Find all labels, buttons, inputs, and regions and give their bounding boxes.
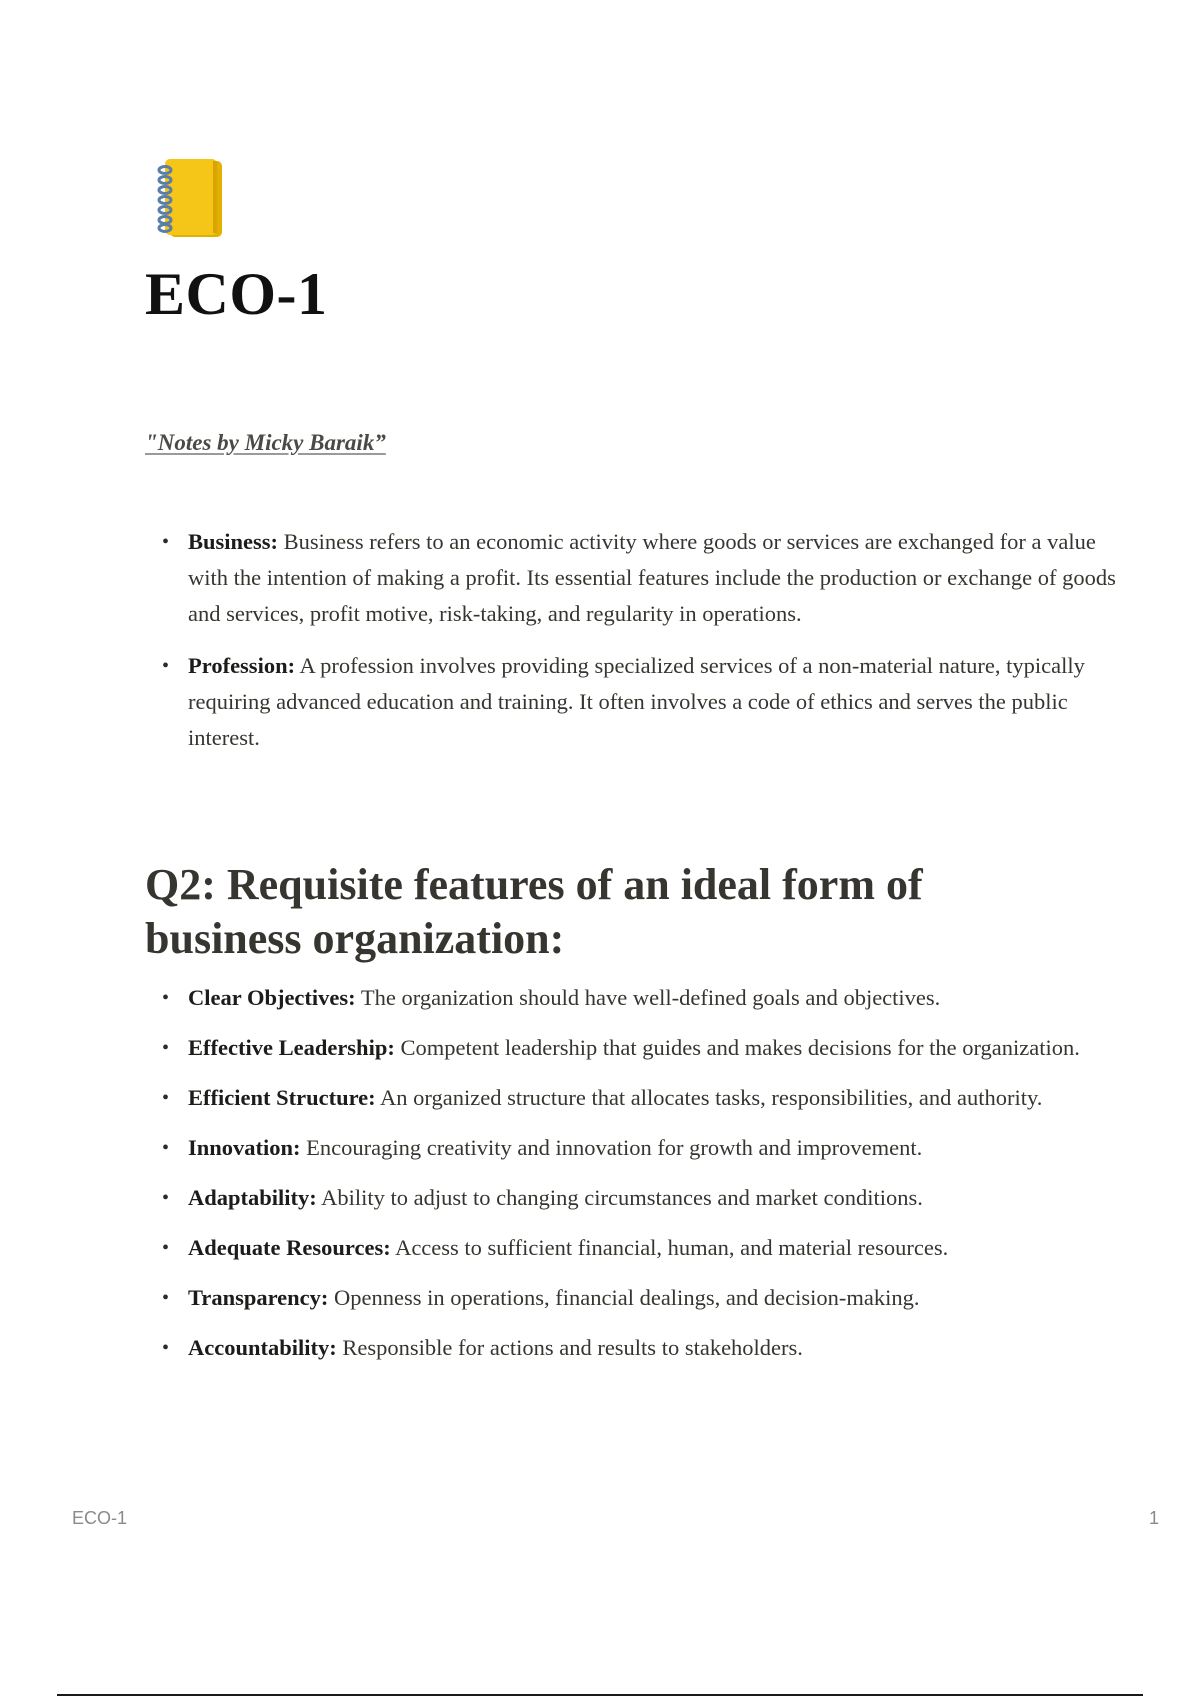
bullet-icon: • xyxy=(162,1237,170,1259)
feature-label: Clear Objectives: xyxy=(188,985,356,1010)
notebook-icon xyxy=(155,158,227,240)
term-label: Profession: xyxy=(188,653,296,678)
feature-description: Competent leadership that guides and makes decisions for the organization. xyxy=(394,1035,1080,1060)
feature-label: Transparency: xyxy=(188,1285,329,1310)
bullet-icon: • xyxy=(162,1337,170,1359)
list-item xyxy=(162,1080,1138,1116)
bullet-icon: • xyxy=(162,1137,170,1159)
feature-label: Adaptability: xyxy=(188,1185,317,1210)
list-item xyxy=(162,980,1138,1016)
definition-list xyxy=(145,524,1138,772)
bullet-icon: • xyxy=(162,1187,170,1209)
feature-description: Responsible for actions and results to stakeholders. xyxy=(336,1335,803,1360)
term-description: A profession involves providing specialized services of a non-material nature, typically requiring advanced education and training. It often involves a code of ethics and serves the public interest. xyxy=(188,653,1085,750)
feature-label: Efficient Structure: xyxy=(188,1085,376,1110)
term-label: Business: xyxy=(188,529,279,554)
section-heading: Q2: Requisite features of an ideal form of business organization: xyxy=(145,860,923,963)
feature-description: Encouraging creativity and innovation for growth and improvement. xyxy=(300,1135,923,1160)
list-item xyxy=(162,1230,1138,1266)
term-description: Business refers to an economic activity where goods or services are exchanged for a value with the intention of making a profit. Its essential features include the production or exchange of goods and services, profit motive, risk-taking, and regularity in operations. xyxy=(188,529,1116,626)
list-item xyxy=(162,1180,1138,1216)
list-item xyxy=(162,1330,1138,1366)
list-item xyxy=(162,1030,1138,1066)
feature-description: An organized structure that allocates tasks, responsibilities, and authority. xyxy=(375,1085,1043,1110)
page-title: ECO-1 xyxy=(145,261,328,327)
feature-description: Ability to adjust to changing circumstances and market conditions. xyxy=(316,1185,923,1210)
bullet-icon: • xyxy=(162,987,170,1009)
feature-label: Accountability: xyxy=(188,1335,337,1360)
footer-document-title: ECO-1 xyxy=(72,1508,128,1528)
bullet-icon: • xyxy=(162,1037,170,1059)
bullet-icon: • xyxy=(162,655,170,677)
feature-list xyxy=(145,980,1138,1380)
list-item xyxy=(162,1280,1138,1316)
bullet-icon: • xyxy=(162,1287,170,1309)
feature-label: Innovation: xyxy=(188,1135,301,1160)
feature-label: Adequate Resources: xyxy=(188,1235,391,1260)
feature-label: Effective Leadership: xyxy=(188,1035,395,1060)
feature-description: Access to sufficient financial, human, and material resources. xyxy=(390,1235,949,1260)
feature-description: The organization should have well-defined goals and objectives. xyxy=(355,985,941,1010)
footer-page-number: 1 xyxy=(1149,1508,1160,1528)
list-item xyxy=(162,1130,1138,1166)
page-divider xyxy=(57,1694,1143,1696)
author-byline: "Notes by Micky Baraik” xyxy=(145,430,386,455)
list-item xyxy=(162,524,1138,632)
bullet-icon: • xyxy=(162,531,170,553)
feature-description: Openness in operations, financial dealings, and decision-making. xyxy=(328,1285,920,1310)
bullet-icon: • xyxy=(162,1087,170,1109)
list-item xyxy=(162,648,1138,756)
